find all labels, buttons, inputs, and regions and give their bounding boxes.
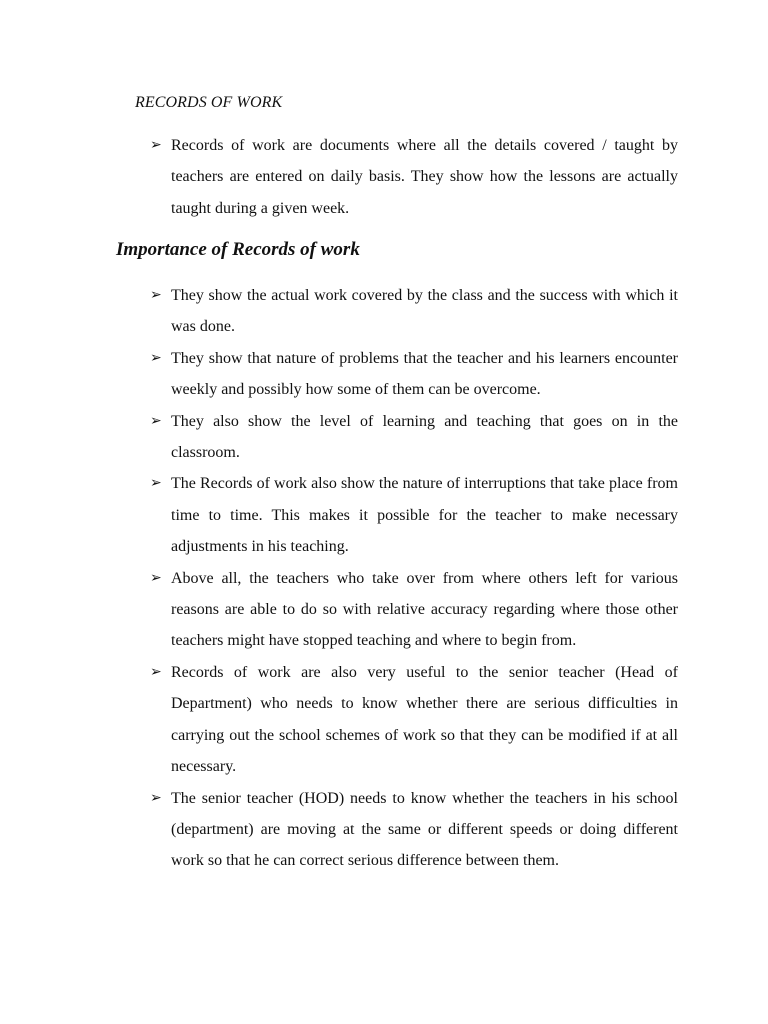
document-title: RECORDS OF WORK xyxy=(135,94,283,111)
arrowhead-bullet-icon: ➢ xyxy=(150,789,162,806)
arrowhead-bullet-icon: ➢ xyxy=(150,412,162,429)
arrowhead-bullet-icon: ➢ xyxy=(150,569,162,586)
list-item-text: The Records of work also show the nature of interruptions that take place from time to time. This makes it possible for the teacher to make necessary adjustments in his teaching. xyxy=(171,475,678,556)
arrowhead-bullet-icon: ➢ xyxy=(150,349,162,366)
arrowhead-bullet-icon: ➢ xyxy=(150,287,162,303)
list-item-text: Above all, the teachers who take over from where others left for various reasons are able to do so with relative accuracy regarding where those other teachers might have stopped teaching and where to begin from. xyxy=(171,569,678,650)
arrowhead-bullet-icon: ➢ xyxy=(150,475,162,492)
arrowhead-bullet-icon: ➢ xyxy=(150,663,162,680)
list-item xyxy=(150,343,678,406)
list-item-text: They show the actual work covered by the class and the success with which it was done. xyxy=(171,287,678,336)
list-item-text: Records of work are also very useful to the senior teacher (Head of Department) who needs to know whether there are serious difficulties in carrying out the school schemes of work so that they can be modified if at all necessary. xyxy=(171,663,678,776)
list-item xyxy=(150,657,678,783)
intro-list xyxy=(150,130,678,224)
arrowhead-bullet-icon: ➢ xyxy=(150,137,162,153)
list-item xyxy=(150,130,678,224)
list-item xyxy=(150,563,678,657)
list-item xyxy=(150,468,678,562)
list-item xyxy=(150,783,678,877)
list-item-text: Records of work are documents where all the details covered / taught by teachers are entered on daily basis. They show how the lessons are actually taught during a given week. xyxy=(171,137,678,217)
list-item xyxy=(150,406,678,469)
list-item-text: They show that nature of problems that the teacher and his learners encounter weekly and possibly how some of them can be overcome. xyxy=(171,349,678,399)
importance-list xyxy=(150,280,678,877)
section-heading: Importance of Records of work xyxy=(116,239,360,260)
list-item-text: They also show the level of learning and teaching that goes on in the classroom. xyxy=(171,412,678,462)
list-item xyxy=(150,280,678,343)
list-item-text: The senior teacher (HOD) needs to know whether the teachers in his school (department) are moving at the same or different speeds or doing different work so that he can correct serious difference between them. xyxy=(171,789,678,870)
